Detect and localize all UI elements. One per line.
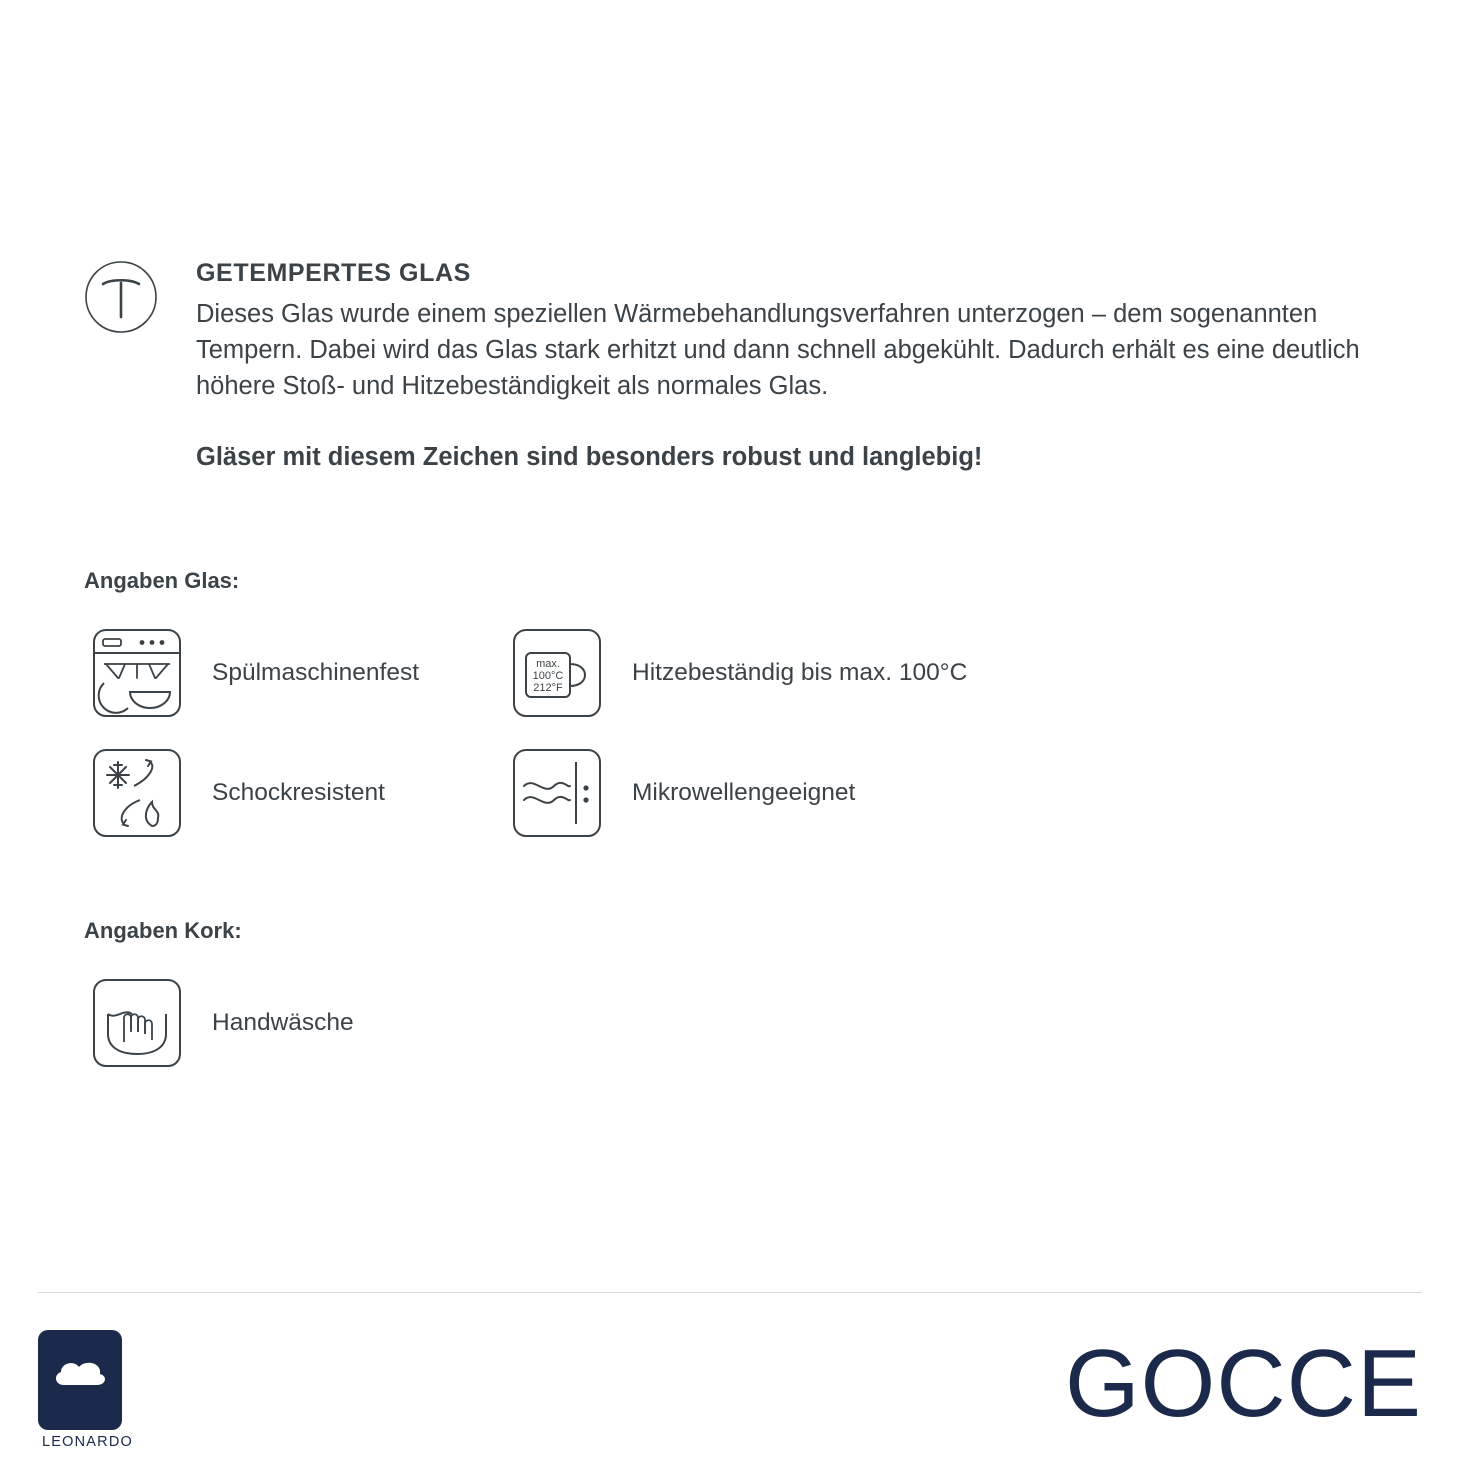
feature-hand-wash-label: Handwäsche [212, 1008, 354, 1036]
svg-text:100°C: 100°C [532, 670, 564, 682]
glass-icon-grid [84, 620, 1384, 860]
glass-icon-row-2 [84, 740, 1384, 846]
shock-resistant-icon [84, 740, 190, 846]
hand-wash-icon [84, 970, 190, 1076]
tempered-glass-title: GETEMPERTES GLAS [196, 259, 471, 287]
feature-dishwasher-safe-label: Spülmaschinenfest [212, 658, 420, 686]
section-glass-title: Angaben Glas: [84, 568, 240, 593]
svg-text:max.: max. [536, 658, 560, 670]
cork-icon-row-1 [84, 970, 1384, 1076]
product-wordmark: GOCCE [1064, 1330, 1422, 1437]
feature-dishwasher-safe [84, 620, 504, 726]
section-cork-title: Angaben Kork: [84, 918, 242, 943]
feature-microwave-safe-label: Mikrowellengeeignet [632, 778, 856, 806]
brand-name: LEONARDO [42, 1434, 133, 1450]
tempered-glass-block [84, 258, 1384, 475]
tempered-glass-text [196, 258, 1384, 475]
feature-shock-resistant-label: Schockresistent [212, 778, 385, 806]
footer-divider [38, 1292, 1422, 1293]
microwave-safe-icon [504, 740, 610, 846]
svg-text:212°F: 212°F [533, 682, 563, 694]
feature-hand-wash [84, 970, 504, 1076]
glass-icon-row-1 [84, 620, 1384, 726]
tempered-glass-highlight: Gläser mit diesem Zeichen sind besonders robust und langlebig! [196, 442, 983, 471]
section-glass [84, 568, 1384, 860]
footer [38, 1330, 1422, 1450]
feature-heat-resistant-label: Hitzebeständig bis max. 100°C [632, 658, 968, 686]
tempered-glass-body: Dieses Glas wurde einem speziellen Wärmebehandlungsverfahren unterzogen – dem sogenannten Tempern. Dabei wird das Glas stark erhitzt und dann schnell abgekühlt. Dadurch erhält es eine deutlich höhere Stoß- und Hitzebeständigkeit als normales Glas. [196, 300, 1360, 401]
heat-resistant-mug-icon [504, 620, 610, 726]
leonardo-cloud-logo [38, 1330, 122, 1430]
feature-microwave-safe [504, 740, 1024, 846]
cork-icon-grid [84, 970, 1384, 1090]
brand-logo [38, 1330, 133, 1450]
section-cork [84, 918, 1384, 1090]
dishwasher-safe-icon [84, 620, 190, 726]
tempered-glass-T-icon [84, 260, 158, 334]
feature-shock-resistant [84, 740, 504, 846]
feature-heat-resistant [504, 620, 1024, 726]
